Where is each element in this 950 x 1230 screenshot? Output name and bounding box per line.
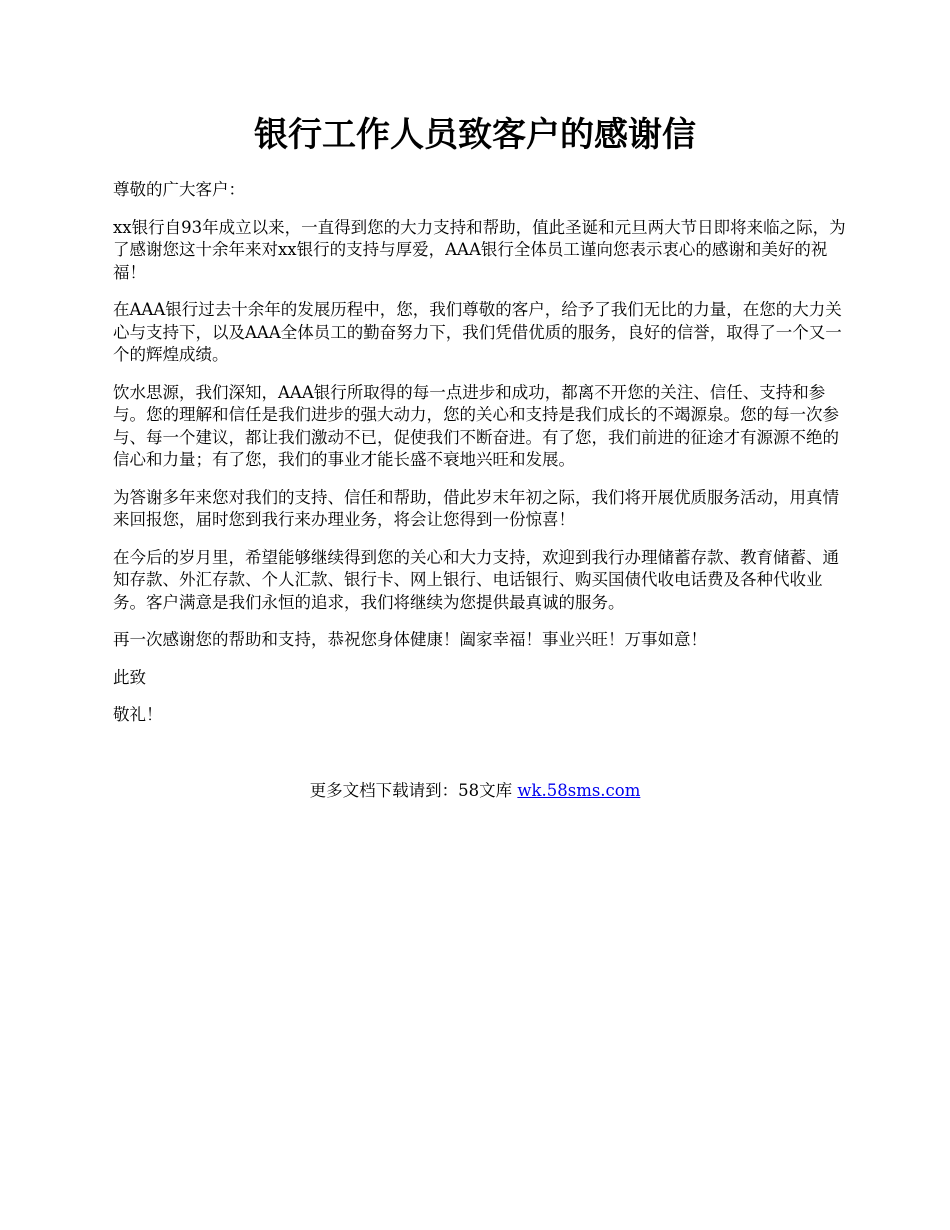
salutation: 尊敬的广大客户：	[113, 180, 245, 199]
closing-line-2: 敬礼！	[113, 705, 163, 724]
paragraph-5: 在今后的岁月里，希望能够继续得到您的关心和大力支持，欢迎到我行办理储蓄存款、教育储蓄、通知存款、外汇存款、个人汇款、银行卡、网上银行、电话银行、购买国债代收电话费及各种代收业务。客户满意是我们永恒的追求，我们将继续为您提供最真诚的服务。	[113, 547, 839, 612]
paragraph-3: 饮水思源，我们深知，AAA银行所取得的每一点进步和成功，都离不开您的关注、信任、支持和参与。您的理解和信任是我们进步的强大动力，您的关心和支持是我们成长的不竭源泉。您的每一次参与、每一个建议，都让我们激动不已，促使我们不断奋进。有了您，我们前进的征途才有源源不绝的信心和力量；有了您，我们的事业才能长盛不衰地兴旺和发展。	[113, 382, 839, 469]
document-title: 银行工作人员致客户的感谢信	[254, 115, 696, 155]
footer-text: 更多文档下载请到：58文库	[309, 781, 518, 800]
closing-line-1: 此致	[113, 667, 146, 687]
footer-link[interactable]: wk.58sms.com	[517, 781, 641, 800]
paragraph-1: xx银行自93年成立以来，一直得到您的大力支持和帮助，值此圣诞和元旦两大节日即将来临之际，为了感谢您这十余年来对xx银行的支持与厚爱，AAA银行全体员工谨向您表示衷心的感谢和美好的祝福！	[113, 217, 846, 282]
letter-body	[113, 179, 853, 742]
paragraph-4: 为答谢多年来您对我们的支持、信任和帮助，借此岁末年初之际，我们将开展优质服务活动，用真情来回报您，届时您到我行来办理业务，将会让您得到一份惊喜！	[113, 487, 839, 529]
paragraph-2: 在AAA银行过去十余年的发展历程中，您，我们尊敬的客户，给予了我们无比的力量，在您的大力关心与支持下，以及AAA全体员工的勤奋努力下，我们凭借优质的服务，良好的信誉，取得了一个又一个的辉煌成绩。	[113, 300, 842, 364]
paragraph-6: 再一次感谢您的帮助和支持，恭祝您身体健康！阖家幸福！事业兴旺！万事如意！	[113, 630, 707, 649]
footer	[0, 779, 950, 803]
